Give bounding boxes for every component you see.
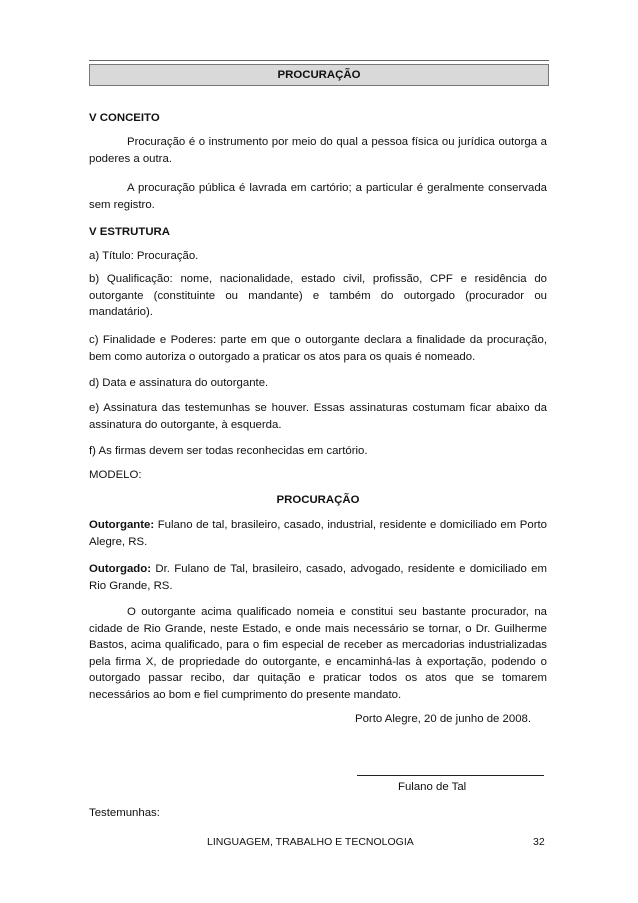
modelo-body-paragraph: O outorgante acima qualificado nomeia e constitui seu bastante procurador, na cidade de Rio Grande, neste Estado, e onde mais necessário se tornar, o Dr. Guilherme Bastos, acima qualificado, para o fim especial de receber as mercadorias industrializadas pela firma X, de propriedade do outorgante, e encaminhá-las à exportação, podendo o outorgado passar recibo, dar quitação e praticar todos os atos que se tomarem necessários ao bom e fiel cumprimento do presente mandato.	[89, 606, 547, 701]
outorgado-label: Outorgado:	[89, 563, 152, 575]
conceito-heading: V CONCEITO	[89, 112, 160, 124]
estrutura-item-b: b) Qualificação: nome, nacionalidade, estado civil, profissão, CPF e residência do outorgante (constituinte ou mandante) e também do outorgado (procurador ou mandatário).	[89, 273, 547, 318]
estrutura-heading: V ESTRUTURA	[89, 226, 171, 238]
top-rule	[89, 60, 549, 61]
estrutura-item-f: f) As firmas devem ser todas reconhecidas em cartório.	[89, 445, 368, 457]
outorgante-paragraph	[89, 517, 547, 550]
page-title: PROCURAÇÃO	[89, 64, 549, 86]
conceito-paragraph-1: Procuração é o instrumento por meio do qual a pessoa física ou jurídica outorga a poderes a outra.	[89, 136, 547, 165]
outorgado-paragraph	[89, 561, 547, 594]
page-number: 32	[533, 836, 545, 848]
signature-line	[357, 775, 544, 776]
signature-name: Fulano de Tal	[398, 781, 467, 793]
modelo-title: PROCURAÇÃO	[276, 494, 360, 506]
footer-title: LINGUAGEM, TRABALHO E TECNOLOGIA	[207, 836, 414, 848]
estrutura-item-c: c) Finalidade e Poderes: parte em que o outorgante declara a finalidade da procuração, bem como autoriza o outorgado a praticar os atos para os quais é nomeado.	[89, 334, 547, 363]
estrutura-item-e: e) Assinatura das testemunhas se houver. Essas assinaturas costumam ficar abaixo da assinatura do outorgante, à esquerda.	[89, 402, 547, 431]
outorgante-label: Outorgante:	[89, 519, 155, 531]
outorgado-text: Dr. Fulano de Tal, brasileiro, casado, advogado, residente e domiciliado em Rio Grande, RS.	[89, 563, 547, 592]
modelo-label: MODELO:	[89, 469, 142, 481]
estrutura-item-a: a) Título: Procuração.	[89, 250, 199, 262]
place-date: Porto Alegre, 20 de junho de 2008.	[355, 713, 532, 725]
witnesses-label: Testemunhas:	[89, 807, 160, 819]
outorgante-text: Fulano de tal, brasileiro, casado, industrial, residente e domiciliado em Porto Alegre, RS.	[89, 519, 547, 548]
conceito-paragraph-2: A procuração pública é lavrada em cartório; a particular é geralmente conservada sem registro.	[89, 182, 547, 211]
estrutura-item-d: d) Data e assinatura do outorgante.	[89, 377, 269, 389]
